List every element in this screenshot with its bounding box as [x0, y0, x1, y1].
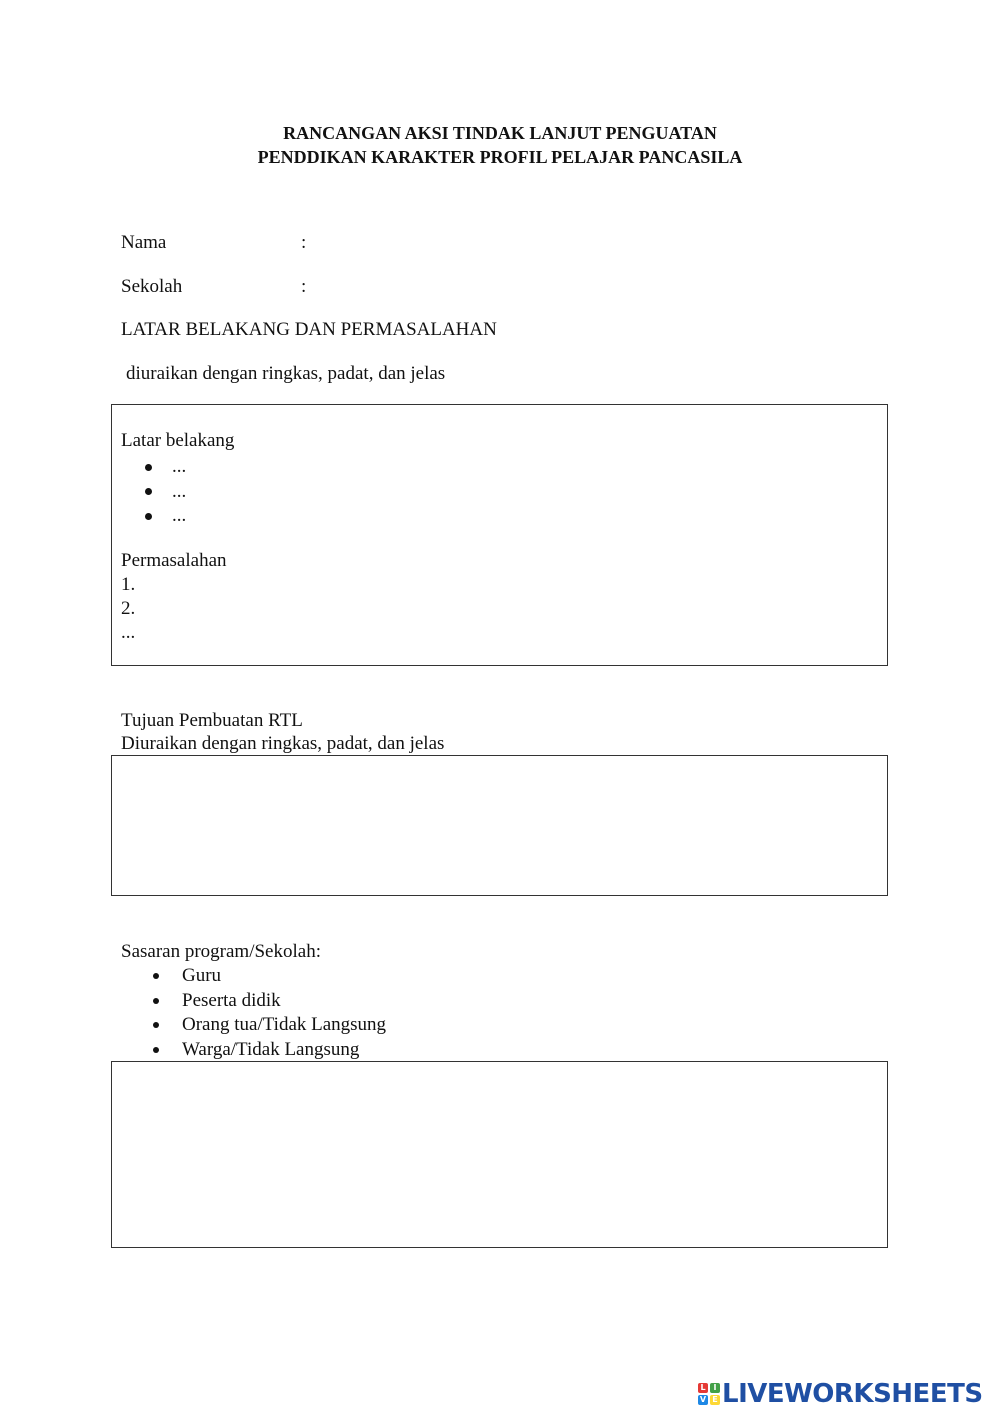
permasalahan-item-2: 2.	[121, 598, 136, 619]
permasalahan-item-more: ...	[121, 622, 136, 643]
list-item: Orang tua/Tidak Langsung	[121, 1013, 521, 1038]
bullet-icon	[153, 1022, 159, 1028]
logo-letter: L	[698, 1383, 708, 1393]
list-item: Peserta didik	[121, 989, 521, 1014]
logo-letter: I	[710, 1383, 720, 1393]
document-title-line-2: PENDDIKAN KARAKTER PROFIL PELAJAR PANCASILA	[257, 147, 743, 167]
latar-belakang-list	[112, 455, 412, 529]
bullet-icon	[145, 464, 152, 471]
nama-separator: :	[301, 232, 307, 253]
background-heading: LATAR BELAKANG DAN PERMASALAHAN	[121, 319, 497, 340]
permasalahan-item-1: 1.	[121, 574, 136, 595]
logo-text: LIVEWORKSHEETS	[722, 1379, 983, 1409]
list-item: Warga/Tidak Langsung	[121, 1038, 521, 1063]
background-instruction: diuraikan dengan ringkas, padat, dan jelas	[126, 363, 446, 384]
nama-label: Nama	[121, 232, 167, 253]
bullet-icon	[145, 513, 152, 520]
liveworksheets-logo	[698, 1378, 983, 1410]
logo-letter: E	[710, 1395, 720, 1405]
tujuan-answer-box[interactable]	[111, 755, 888, 896]
logo-letter: V	[699, 1395, 707, 1404]
sekolah-separator: :	[301, 276, 307, 297]
sekolah-label: Sekolah	[121, 276, 183, 297]
list-item: ...	[112, 480, 412, 505]
background-answer-box[interactable]	[111, 404, 888, 666]
logo-mark-icon	[698, 1383, 720, 1405]
bullet-icon	[145, 488, 152, 495]
document-title-line-1: RANCANGAN AKSI TINDAK LANJUT PENGUATAN	[283, 123, 717, 143]
sasaran-list	[121, 964, 521, 1062]
tujuan-instruction: Diuraikan dengan ringkas, padat, dan jelas	[121, 733, 445, 754]
sasaran-heading: Sasaran program/Sekolah:	[121, 941, 321, 962]
tujuan-heading: Tujuan Pembuatan RTL	[121, 710, 303, 731]
list-item: ...	[112, 504, 412, 529]
list-item: Guru	[121, 964, 521, 989]
latar-belakang-label: Latar belakang	[121, 430, 235, 451]
bullet-icon	[153, 1047, 159, 1053]
bullet-icon	[153, 998, 159, 1004]
list-item: ...	[112, 455, 412, 480]
bullet-icon	[153, 973, 159, 979]
sasaran-answer-box[interactable]	[111, 1061, 888, 1248]
permasalahan-label: Permasalahan	[121, 550, 227, 571]
